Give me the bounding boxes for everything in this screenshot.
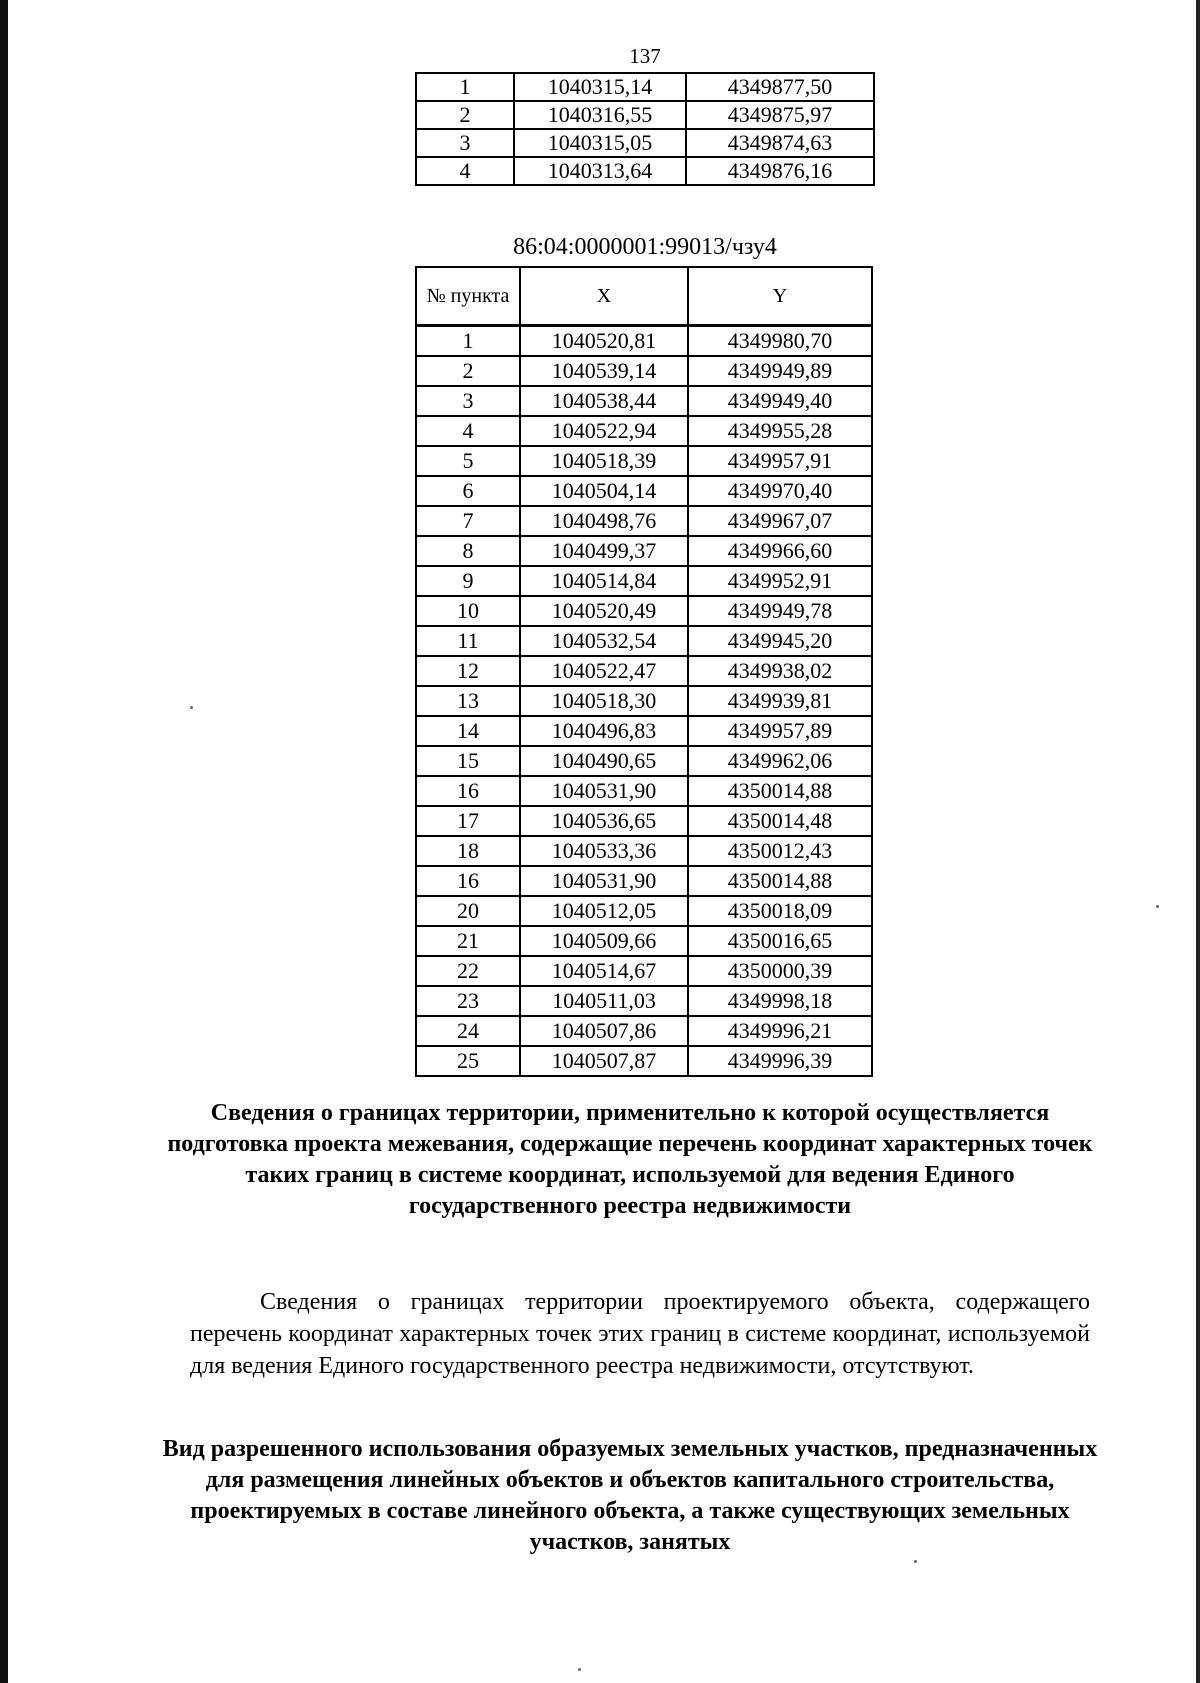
cell-point-number: 15 <box>416 746 520 776</box>
cell-y: 4349875,97 <box>686 101 874 129</box>
table-row <box>416 806 872 836</box>
table-row <box>416 1016 872 1046</box>
cell-y: 4350018,09 <box>688 896 872 926</box>
cell-x: 1040496,83 <box>520 716 688 746</box>
table-row <box>416 656 872 686</box>
cell-x: 1040313,64 <box>514 157 686 185</box>
cell-x: 1040514,67 <box>520 956 688 986</box>
cell-x: 1040490,65 <box>520 746 688 776</box>
cell-y: 4349876,16 <box>686 157 874 185</box>
cell-y: 4349980,70 <box>688 326 872 357</box>
cell-point-number: 13 <box>416 686 520 716</box>
cell-y: 4349955,28 <box>688 416 872 446</box>
cell-point-number: 7 <box>416 506 520 536</box>
table-row <box>416 101 874 129</box>
cell-point-number: 6 <box>416 476 520 506</box>
cell-y: 4349949,40 <box>688 386 872 416</box>
section-heading-boundaries: Сведения о границах территории, применительно к которой осуществляется подготовка проекта межевания, содержащие перечень координат характерных точек таких границ в системе координат, используемой для ведения Единого государственного реестра недвижимости <box>167 1100 1093 1219</box>
cell-y: 4349996,21 <box>688 1016 872 1046</box>
cell-point-number: 3 <box>416 386 520 416</box>
scan-speck <box>1156 905 1159 908</box>
table-row <box>416 416 872 446</box>
cell-x: 1040539,14 <box>520 356 688 386</box>
section-heading-permitted-use: Вид разрешенного использования образуемых земельных участков, предназначенных для размещения линейных объектов и объектов капитального строительства, проектируемых в составе линейного объекта, а также существующих земельных участков, занятых <box>162 1436 1098 1555</box>
cell-point-number: 25 <box>416 1046 520 1076</box>
cell-point-number: 11 <box>416 626 520 656</box>
cell-y: 4350016,65 <box>688 926 872 956</box>
cell-y: 4349949,78 <box>688 596 872 626</box>
cell-point-number: 1 <box>416 73 514 101</box>
table-row <box>416 686 872 716</box>
cell-x: 1040514,84 <box>520 566 688 596</box>
table-row <box>416 596 872 626</box>
table-row <box>416 896 872 926</box>
cell-y: 4349949,89 <box>688 356 872 386</box>
cell-point-number: 9 <box>416 566 520 596</box>
table-title: 86:04:0000001:99013/чзу4 <box>513 234 777 260</box>
cell-x: 1040531,90 <box>520 866 688 896</box>
table-row <box>416 536 872 566</box>
header-point-number: № пункта <box>416 267 520 326</box>
cell-x: 1040538,44 <box>520 386 688 416</box>
cell-x: 1040531,90 <box>520 776 688 806</box>
coordinates-table <box>415 266 873 1077</box>
table-header-row <box>416 267 872 326</box>
cell-point-number: 22 <box>416 956 520 986</box>
cell-x: 1040498,76 <box>520 506 688 536</box>
table-row <box>416 926 872 956</box>
cell-point-number: 3 <box>416 129 514 157</box>
table-row <box>416 129 874 157</box>
cell-point-number: 4 <box>416 416 520 446</box>
cell-x: 1040522,94 <box>520 416 688 446</box>
cell-y: 4349945,20 <box>688 626 872 656</box>
scan-speck <box>914 1560 917 1563</box>
cell-point-number: 23 <box>416 986 520 1016</box>
cell-x: 1040522,47 <box>520 656 688 686</box>
table-row <box>416 386 872 416</box>
table-row <box>416 506 872 536</box>
cell-point-number: 12 <box>416 656 520 686</box>
cell-point-number: 17 <box>416 806 520 836</box>
cell-x: 1040507,87 <box>520 1046 688 1076</box>
cell-x: 1040511,03 <box>520 986 688 1016</box>
table-row <box>416 956 872 986</box>
cell-point-number: 16 <box>416 866 520 896</box>
cell-point-number: 4 <box>416 157 514 185</box>
cell-y: 4349996,39 <box>688 1046 872 1076</box>
cell-x: 1040316,55 <box>514 101 686 129</box>
table-row <box>416 746 872 776</box>
cell-y: 4349938,02 <box>688 656 872 686</box>
cell-y: 4350014,88 <box>688 776 872 806</box>
scan-speck <box>190 706 193 709</box>
cell-point-number: 16 <box>416 776 520 806</box>
cell-y: 4349939,81 <box>688 686 872 716</box>
table-row <box>416 157 874 185</box>
cell-y: 4349967,07 <box>688 506 872 536</box>
cell-point-number: 14 <box>416 716 520 746</box>
table-row <box>416 986 872 1016</box>
cell-y: 4350012,43 <box>688 836 872 866</box>
cell-y: 4349957,91 <box>688 446 872 476</box>
cell-x: 1040518,30 <box>520 686 688 716</box>
cell-y: 4350000,39 <box>688 956 872 986</box>
cell-y: 4349962,06 <box>688 746 872 776</box>
cell-x: 1040507,86 <box>520 1016 688 1046</box>
cell-y: 4349952,91 <box>688 566 872 596</box>
table-row <box>416 866 872 896</box>
cell-point-number: 5 <box>416 446 520 476</box>
cell-point-number: 21 <box>416 926 520 956</box>
cell-x: 1040499,37 <box>520 536 688 566</box>
cell-point-number: 20 <box>416 896 520 926</box>
cell-y: 4349877,50 <box>686 73 874 101</box>
table-row <box>416 566 872 596</box>
cell-point-number: 2 <box>416 101 514 129</box>
table-row <box>416 446 872 476</box>
cell-y: 4349966,60 <box>688 536 872 566</box>
cell-x: 1040520,49 <box>520 596 688 626</box>
cell-x: 1040512,05 <box>520 896 688 926</box>
table-row <box>416 716 872 746</box>
cell-point-number: 8 <box>416 536 520 566</box>
cell-point-number: 10 <box>416 596 520 626</box>
cell-point-number: 2 <box>416 356 520 386</box>
table-row <box>416 326 872 357</box>
cell-x: 1040504,14 <box>520 476 688 506</box>
cell-x: 1040509,66 <box>520 926 688 956</box>
cell-x: 1040533,36 <box>520 836 688 866</box>
header-x: X <box>520 267 688 326</box>
cell-y: 4349998,18 <box>688 986 872 1016</box>
table-row <box>416 626 872 656</box>
page-number: 137 <box>629 44 661 68</box>
coordinates-table-continued <box>415 72 875 186</box>
cell-x: 1040532,54 <box>520 626 688 656</box>
table-row <box>416 776 872 806</box>
paragraph-boundaries-info: Сведения о границах территории проектируемого объекта, содержащего перечень координат характерных точек этих границ в системе координат, используемой для ведения Единого государственного реестра недвижимости, отсутствуют. <box>190 1289 1090 1379</box>
header-y: Y <box>688 267 872 326</box>
cell-x: 1040315,14 <box>514 73 686 101</box>
scan-speck <box>578 1668 581 1671</box>
cell-y: 4349874,63 <box>686 129 874 157</box>
table-row <box>416 476 872 506</box>
cell-y: 4349970,40 <box>688 476 872 506</box>
cell-point-number: 1 <box>416 326 520 357</box>
table-row <box>416 73 874 101</box>
cell-x: 1040518,39 <box>520 446 688 476</box>
cell-x: 1040520,81 <box>520 326 688 357</box>
cell-y: 4350014,48 <box>688 806 872 836</box>
cell-y: 4349957,89 <box>688 716 872 746</box>
cell-y: 4350014,88 <box>688 866 872 896</box>
cell-point-number: 18 <box>416 836 520 866</box>
table-row <box>416 1046 872 1076</box>
cell-x: 1040536,65 <box>520 806 688 836</box>
cell-x: 1040315,05 <box>514 129 686 157</box>
cell-point-number: 24 <box>416 1016 520 1046</box>
table-row <box>416 356 872 386</box>
table-row <box>416 836 872 866</box>
